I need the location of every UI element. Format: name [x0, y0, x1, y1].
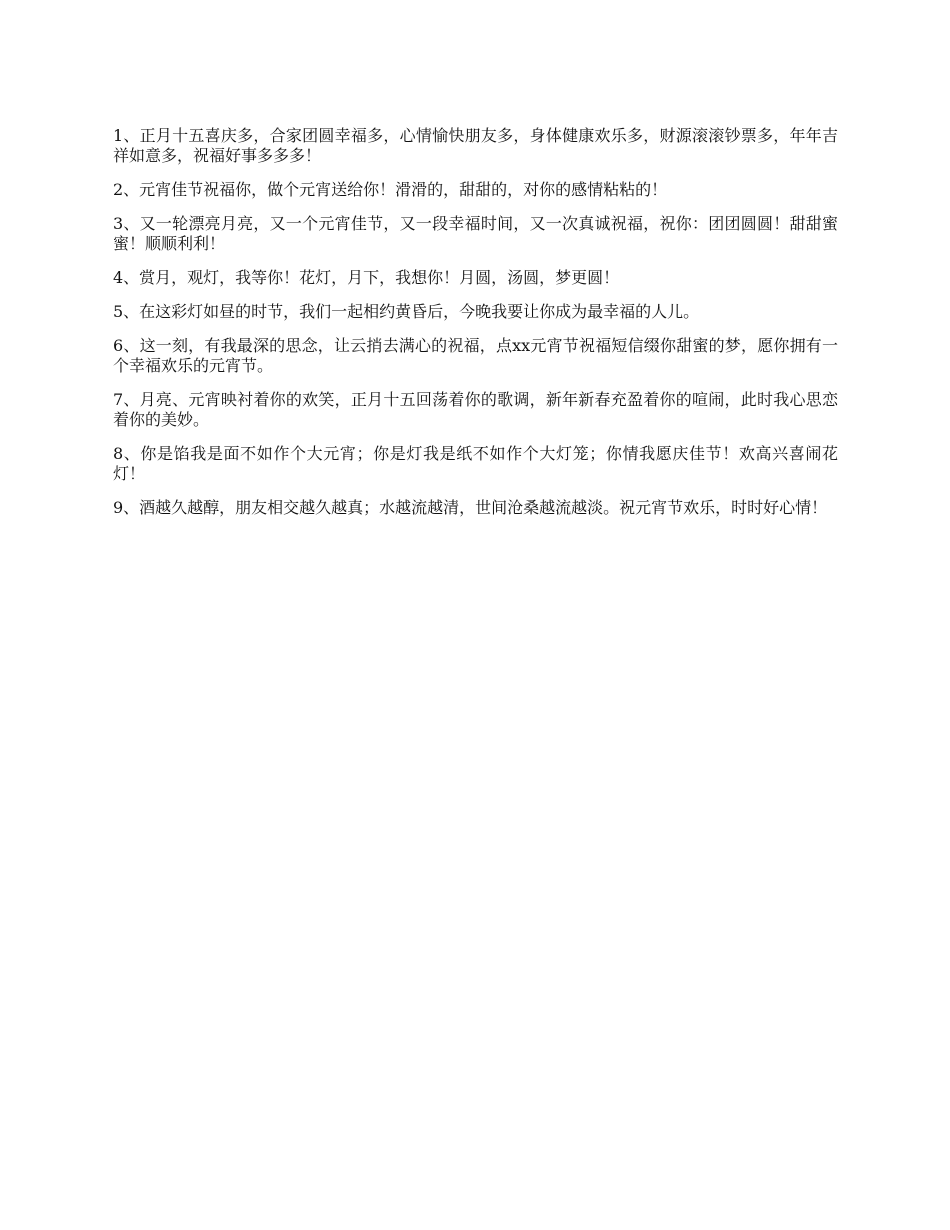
paragraph-9: 9、酒越久越醇，朋友相交越久越真；水越流越清，世间沧桑越流越淡。祝元宵节欢乐，时时好心情！ — [113, 498, 828, 517]
paragraph-3: 3、又一轮漂亮月亮，又一个元宵佳节，又一段幸福时间，又一次真诚祝福，祝你：团团圆圆！甜甜蜜蜜！顺顺利利！ — [113, 214, 838, 253]
paragraph-2: 2、元宵佳节祝福你，做个元宵送给你！滑滑的，甜甜的，对你的感情粘粘的！ — [113, 180, 668, 199]
paragraph-4: 4、赏月，观灯，我等你！花灯，月下，我想你！月圆，汤圆，梦更圆！ — [113, 268, 620, 287]
paragraph-1: 1、正月十五喜庆多，合家团圆幸福多，心情愉快朋友多，身体健康欢乐多，财源滚滚钞票多，年年吉祥如意多，祝福好事多多多！ — [113, 126, 838, 165]
paragraph-6: 6、这一刻，有我最深的思念，让云捎去满心的祝福，点xx元宵节祝福短信缀你甜蜜的梦，愿你拥有一个幸福欢乐的元宵节。 — [113, 336, 838, 375]
paragraph-5: 5、在这彩灯如昼的时节，我们一起相约黄昏后，今晚我要让你成为最幸福的人儿。 — [113, 302, 700, 321]
document-body — [113, 126, 838, 532]
paragraph-8: 8、你是馅我是面不如作个大元宵；你是灯我是纸不如作个大灯笼；你情我愿庆佳节！欢高兴喜闹花灯！ — [113, 444, 838, 483]
paragraph-7: 7、月亮、元宵映衬着你的欢笑，正月十五回荡着你的歌调，新年新春充盈着你的喧闹，此时我心思恋着你的美妙。 — [113, 390, 838, 429]
